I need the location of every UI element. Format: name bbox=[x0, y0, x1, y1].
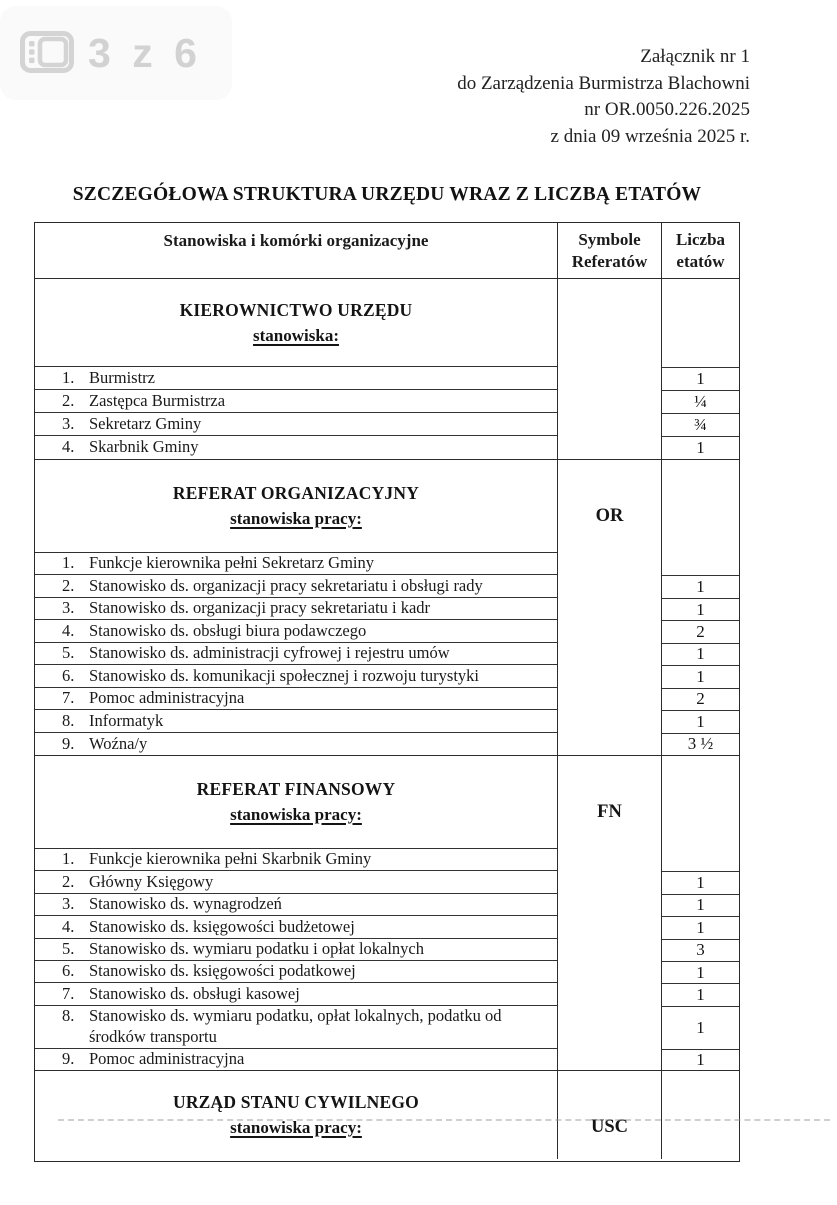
section-subtitle: stanowiska pracy: bbox=[230, 509, 362, 528]
row-label: Stanowisko ds. wymiaru podatku, opłat lokalnych, podatku od środków transportu bbox=[89, 1006, 502, 1046]
structure-table bbox=[34, 222, 740, 1162]
table-row-text bbox=[62, 894, 282, 915]
table-row-text bbox=[62, 710, 164, 732]
section-title: REFERAT ORGANIZACYJNY bbox=[172, 483, 420, 503]
table-row-text bbox=[62, 983, 300, 1005]
table-row-text bbox=[62, 665, 479, 687]
table-row-label-cell bbox=[35, 643, 557, 665]
row-count-cell bbox=[662, 983, 739, 1005]
table-row-text bbox=[62, 390, 226, 412]
referat-symbol-cell bbox=[557, 756, 662, 1070]
etaty-value: 1 bbox=[696, 599, 705, 619]
row-label: Stanowisko ds. organizacji pracy sekretariatu i obsługi rady bbox=[89, 575, 483, 595]
table-row-text bbox=[62, 939, 425, 960]
etaty-value: 1 bbox=[696, 369, 705, 388]
table-row-label-cell bbox=[35, 939, 557, 961]
etaty-value: 1 bbox=[696, 644, 705, 664]
etaty-value: 1 bbox=[696, 895, 705, 915]
table-row-label-cell bbox=[35, 688, 557, 710]
row-count-cell bbox=[662, 643, 739, 665]
row-number: 4. bbox=[62, 620, 75, 640]
etaty-value: ¼ bbox=[694, 392, 707, 411]
table-row-text bbox=[62, 598, 431, 619]
row-label: Sekretarz Gminy bbox=[89, 413, 202, 433]
table-row-label-cell bbox=[35, 1006, 557, 1049]
row-number: 4. bbox=[62, 916, 75, 936]
row-number: 4. bbox=[62, 437, 75, 457]
row-label: Woźna/y bbox=[89, 733, 148, 753]
row-label: Funkcje kierownika pełni Skarbnik Gminy bbox=[89, 849, 372, 869]
row-count-cell bbox=[662, 1006, 739, 1049]
row-number: 5. bbox=[62, 643, 75, 663]
referat-symbol: FN bbox=[597, 802, 622, 822]
document-title: SZCZEGÓŁOWA STRUKTURA URZĘDU WRAZ Z LICZBĄ ETATÓW bbox=[72, 184, 702, 205]
section-count-header-cell bbox=[662, 756, 739, 849]
row-number: 9. bbox=[62, 1049, 75, 1069]
row-number: 3. bbox=[62, 894, 75, 914]
column-header-positions: Stanowiska i komórki organizacyjne bbox=[163, 231, 429, 250]
etaty-value: 2 bbox=[696, 622, 705, 642]
etaty-value: 1 bbox=[696, 438, 705, 457]
table-row-text bbox=[62, 413, 202, 435]
table-row-label-cell bbox=[35, 871, 557, 893]
table-row-label-cell bbox=[35, 1049, 557, 1070]
row-count-cell bbox=[662, 665, 739, 687]
table-row-text bbox=[62, 1049, 245, 1070]
referat-symbol: USC bbox=[590, 1117, 628, 1137]
row-number: 3. bbox=[62, 413, 75, 433]
row-label: Stanowisko ds. wymiaru podatku i opłat lokalnych bbox=[89, 939, 425, 958]
etaty-value: 1 bbox=[696, 917, 705, 937]
section-count-header-cell bbox=[662, 1071, 739, 1159]
column-header-counts: Liczba etatów bbox=[675, 229, 726, 271]
table-row-text bbox=[62, 961, 356, 982]
row-count-cell bbox=[662, 575, 739, 597]
section-count-header-cell bbox=[662, 279, 739, 367]
etaty-value: 1 bbox=[696, 962, 705, 982]
row-count-cell bbox=[662, 916, 739, 938]
row-number: 6. bbox=[62, 665, 75, 685]
etaty-value: 1 bbox=[696, 577, 705, 597]
row-number: 6. bbox=[62, 961, 75, 981]
row-number: 7. bbox=[62, 688, 75, 708]
table-row-text bbox=[62, 688, 245, 709]
etaty-value: ¾ bbox=[694, 415, 707, 434]
table-row-text bbox=[62, 553, 375, 574]
etaty-value: 3 ½ bbox=[687, 734, 714, 754]
row-label: Stanowisko ds. księgowości podatkowej bbox=[89, 961, 356, 981]
row-label: Zastępca Burmistrza bbox=[89, 390, 226, 410]
table-row-label-cell bbox=[35, 710, 557, 732]
row-count-cell bbox=[662, 413, 739, 436]
annotation-line: Załącznik nr 1 bbox=[640, 46, 750, 67]
row-label: Stanowisko ds. administracji cyfrowej i rejestru umów bbox=[89, 643, 450, 663]
table-row-text bbox=[62, 733, 148, 755]
row-count-cell bbox=[662, 390, 739, 413]
etaty-value: 1 bbox=[696, 873, 705, 893]
table-row-label-cell bbox=[35, 390, 557, 413]
row-number: 8. bbox=[62, 1006, 75, 1026]
scan-artifact-line bbox=[58, 1119, 830, 1121]
row-number: 8. bbox=[62, 710, 75, 730]
row-count-cell bbox=[662, 733, 739, 755]
row-label: Stanowisko ds. komunikacji społecznej i rozwoju turystyki bbox=[89, 665, 479, 685]
referat-symbol-cell bbox=[557, 460, 662, 755]
page-indicator bbox=[0, 6, 232, 100]
table-row-label-cell bbox=[35, 413, 557, 436]
row-label: Funkcje kierownika pełni Sekretarz Gminy bbox=[89, 553, 375, 573]
section-header-cell bbox=[35, 279, 557, 367]
row-count-cell bbox=[662, 436, 739, 459]
row-label: Stanowisko ds. obsługi kasowej bbox=[89, 983, 300, 1003]
etaty-value: 1 bbox=[696, 985, 705, 1005]
table-row-label-cell bbox=[35, 894, 557, 916]
table-section bbox=[35, 279, 739, 460]
attachment-annotation bbox=[457, 44, 750, 150]
row-label: Stanowisko ds. księgowości budżetowej bbox=[89, 916, 355, 936]
row-label: Burmistrz bbox=[89, 367, 155, 387]
table-row-text bbox=[62, 916, 355, 938]
row-count-cell bbox=[662, 553, 739, 575]
row-count-cell bbox=[662, 710, 739, 732]
table-header-row bbox=[35, 223, 739, 279]
row-label: Główny Księgowy bbox=[89, 871, 214, 891]
annotation-line: z dnia 09 września 2025 r. bbox=[550, 125, 750, 147]
referat-symbol-cell bbox=[557, 279, 662, 459]
row-count-cell bbox=[662, 598, 739, 620]
table-row-label-cell bbox=[35, 983, 557, 1005]
row-label: Pomoc administracyjna bbox=[89, 688, 245, 708]
row-count-cell bbox=[662, 620, 739, 642]
annotation-line: nr OR.0050.226.2025 bbox=[584, 99, 750, 120]
row-number: 1. bbox=[62, 849, 75, 869]
table-section bbox=[35, 460, 739, 756]
table-row-label-cell bbox=[35, 665, 557, 687]
etaty-value: 1 bbox=[696, 666, 705, 686]
referat-symbol: OR bbox=[595, 506, 624, 526]
section-subtitle: stanowiska: bbox=[253, 325, 339, 345]
row-number: 2. bbox=[62, 390, 75, 410]
row-count-cell bbox=[662, 894, 739, 916]
pages-icon bbox=[20, 31, 74, 78]
table-row-label-cell bbox=[35, 620, 557, 642]
section-subtitle: stanowiska pracy: bbox=[230, 805, 362, 824]
row-label: Pomoc administracyjna bbox=[89, 1049, 245, 1069]
table-row-label-cell bbox=[35, 367, 557, 390]
referat-symbol-cell bbox=[557, 1071, 662, 1159]
table-row-text bbox=[62, 849, 372, 870]
row-label: Skarbnik Gminy bbox=[89, 437, 199, 457]
table-row-text bbox=[62, 643, 450, 664]
row-label: Informatyk bbox=[89, 710, 164, 730]
table-row-text bbox=[62, 871, 214, 893]
table-row-text bbox=[62, 575, 483, 597]
table-row-label-cell bbox=[35, 733, 557, 755]
table-row-label-cell bbox=[35, 553, 557, 575]
table-row-label-cell bbox=[35, 575, 557, 597]
table-row-label-cell bbox=[35, 916, 557, 938]
row-count-cell bbox=[662, 849, 739, 871]
row-label: Stanowisko ds. obsługi biura podawczego bbox=[89, 620, 367, 640]
etaty-value: 1 bbox=[696, 1049, 705, 1069]
row-number: 9. bbox=[62, 733, 75, 753]
table-row-text bbox=[62, 620, 367, 642]
row-number: 3. bbox=[62, 598, 75, 618]
table-row-label-cell bbox=[35, 436, 557, 459]
page-indicator-label: 3 z 6 bbox=[88, 30, 202, 76]
row-label: Stanowisko ds. organizacji pracy sekretariatu i kadr bbox=[89, 598, 431, 618]
section-header-cell bbox=[35, 460, 557, 553]
section-count-header-cell bbox=[662, 460, 739, 553]
row-number: 5. bbox=[62, 939, 75, 958]
annotation-line: do Zarządzenia Burmistrza Blachowni bbox=[457, 72, 750, 94]
table-row-text bbox=[62, 1006, 551, 1047]
table-row-label-cell bbox=[35, 849, 557, 871]
row-count-cell bbox=[662, 1049, 739, 1070]
table-section bbox=[35, 1071, 739, 1159]
row-number: 2. bbox=[62, 871, 75, 891]
etaty-value: 1 bbox=[696, 1017, 705, 1037]
row-number: 7. bbox=[62, 983, 75, 1003]
row-label: Stanowisko ds. wynagrodzeń bbox=[89, 894, 282, 914]
table-row-label-cell bbox=[35, 961, 557, 983]
table-section bbox=[35, 756, 739, 1071]
table-row-text bbox=[62, 437, 199, 458]
row-count-cell bbox=[662, 871, 739, 893]
row-number: 1. bbox=[62, 367, 75, 387]
etaty-value: 1 bbox=[696, 711, 705, 731]
section-title: REFERAT FINANSOWY bbox=[196, 779, 396, 799]
row-count-cell bbox=[662, 367, 739, 390]
section-title: URZĄD STANU CYWILNEGO bbox=[173, 1092, 419, 1112]
section-title: KIEROWNICTWO URZĘDU bbox=[179, 299, 413, 320]
etaty-value: 2 bbox=[696, 689, 705, 709]
table-row-text bbox=[62, 367, 155, 389]
etaty-value: 3 bbox=[696, 940, 705, 960]
row-count-cell bbox=[662, 939, 739, 961]
table-row-label-cell bbox=[35, 598, 557, 620]
row-number: 1. bbox=[62, 553, 75, 573]
section-header-cell bbox=[35, 1071, 557, 1159]
row-count-cell bbox=[662, 961, 739, 983]
row-number: 2. bbox=[62, 575, 75, 595]
section-header-cell bbox=[35, 756, 557, 849]
column-header-symbols: Symbole Referatów bbox=[557, 223, 662, 278]
section-subtitle: stanowiska pracy: bbox=[230, 1118, 362, 1137]
row-count-cell bbox=[662, 688, 739, 710]
